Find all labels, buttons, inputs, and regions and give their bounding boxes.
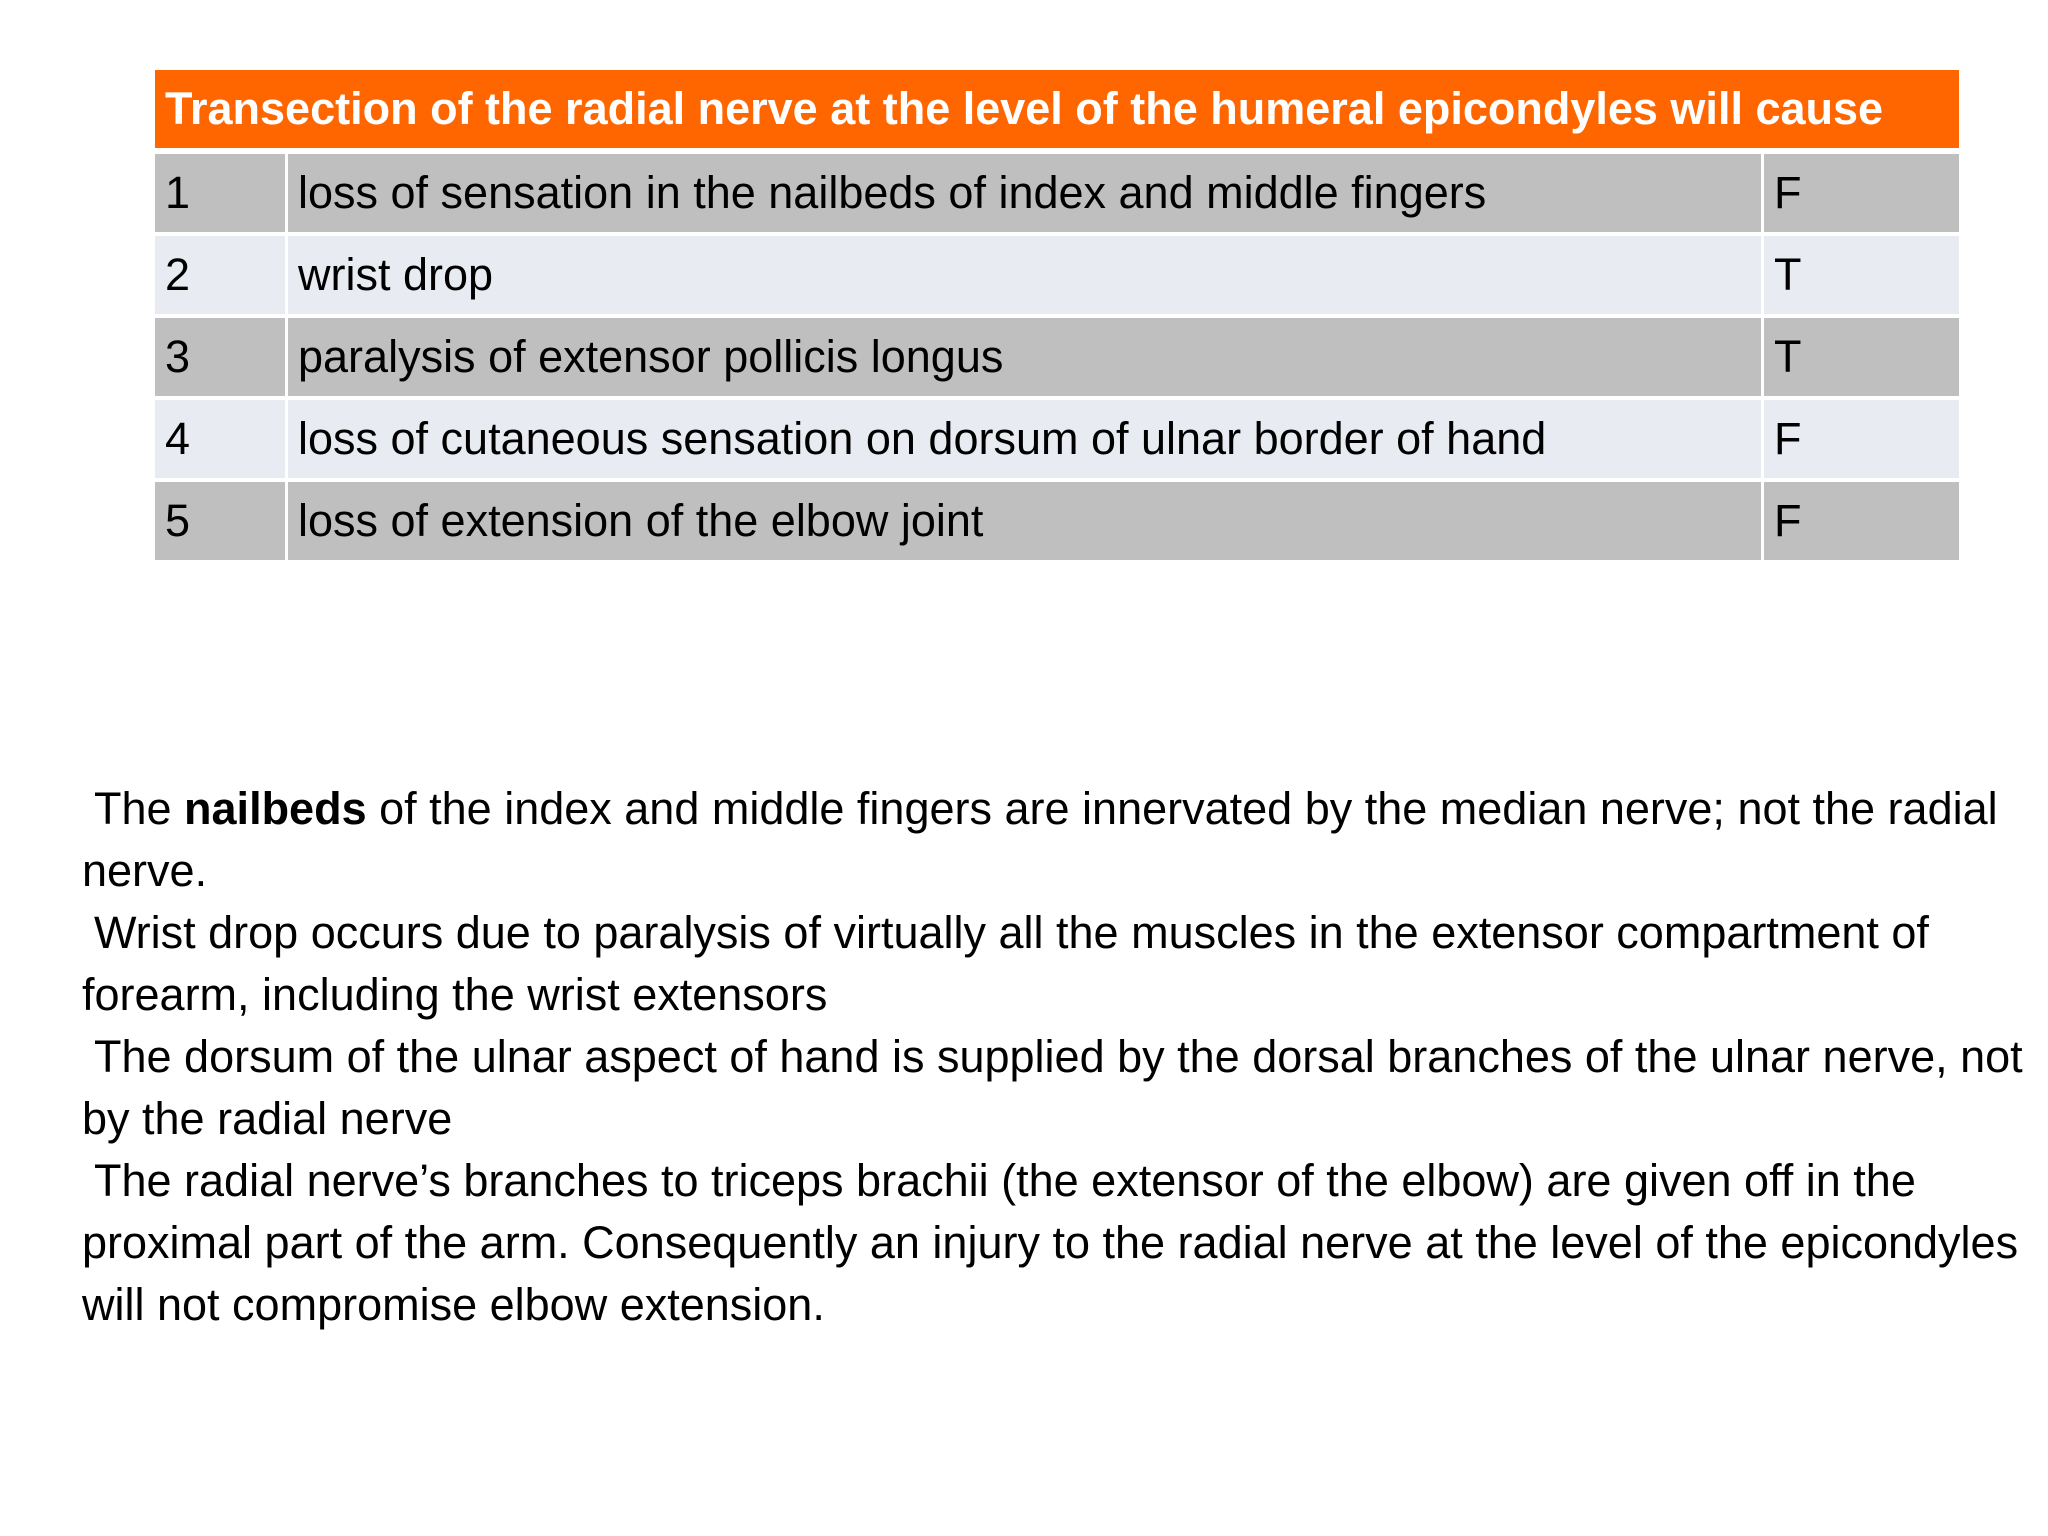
row-number: 5 — [155, 482, 288, 564]
table-row — [155, 400, 1959, 482]
row-answer: F — [1764, 482, 1959, 564]
explanation-nailbeds: The nailbeds of the index and middle fingers are innervated by the median nerve; not the radial nerve. — [82, 783, 1998, 896]
explanation-elbow: The radial nerve’s branches to triceps brachii (the extensor of the elbow) are given off in the proximal part of the arm. Consequently an injury to the radial nerve at the level of the epicondyles will not compromise elbow extension. — [82, 1155, 2019, 1330]
row-statement: loss of cutaneous sensation on dorsum of ulnar border of hand — [288, 400, 1764, 482]
row-statement: loss of sensation in the nailbeds of index and middle fingers — [288, 154, 1764, 236]
row-number: 3 — [155, 318, 288, 400]
row-number: 2 — [155, 236, 288, 318]
row-answer: T — [1764, 318, 1959, 400]
row-answer: F — [1764, 154, 1959, 236]
row-answer: F — [1764, 400, 1959, 482]
table-row — [155, 318, 1959, 400]
row-statement: loss of extension of the elbow joint — [288, 482, 1764, 564]
question-table — [155, 70, 1959, 564]
row-number: 1 — [155, 154, 288, 236]
table-row — [155, 154, 1959, 236]
table-row — [155, 236, 1959, 318]
bold-term: nailbeds — [184, 783, 367, 834]
row-number: 4 — [155, 400, 288, 482]
table-row — [155, 482, 1959, 564]
explanation-text — [82, 778, 2032, 1336]
row-statement: paralysis of extensor pollicis longus — [288, 318, 1764, 400]
explanation-wrist-drop: Wrist drop occurs due to paralysis of virtually all the muscles in the extensor compartment of forearm, including the wrist extensors — [82, 907, 1929, 1020]
explanation-ulnar-dorsum: The dorsum of the ulnar aspect of hand is supplied by the dorsal branches of the ulnar nerve, not by the radial nerve — [82, 1031, 2023, 1144]
question-header-row — [155, 70, 1959, 154]
row-answer: T — [1764, 236, 1959, 318]
row-statement: wrist drop — [288, 236, 1764, 318]
question-title: Transection of the radial nerve at the level of the humeral epicondyles will cause — [155, 70, 1959, 154]
